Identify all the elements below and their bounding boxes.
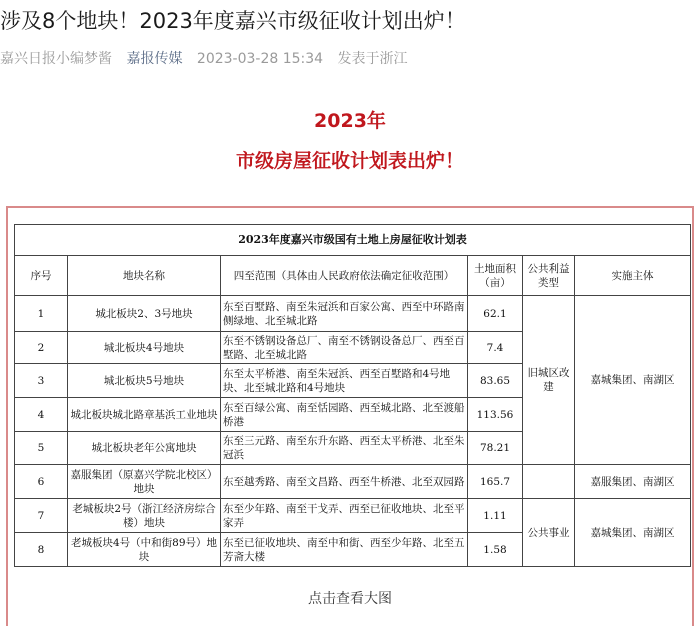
author-name[interactable]: 嘉兴日报小编梦酱 [0,51,112,67]
table-row [15,465,691,499]
row-seq: 5 [15,432,68,465]
banner-year: 2023年 [314,110,386,132]
table-row [15,296,691,332]
row-seq: 6 [15,465,68,499]
row-name: 城北板块5号地块 [68,364,221,398]
row-org: 嘉城集团、南湖区 [575,296,691,465]
row-area: 7.4 [468,332,523,364]
row-name: 城北板块4号地块 [68,332,221,364]
row-area: 83.65 [468,364,523,398]
row-area: 62.1 [468,296,523,332]
header-org: 实施主体 [575,256,691,296]
row-seq: 7 [15,499,68,533]
row-scope: 东至越秀路、南至文昌路、西至牛桥港、北至双园路 [221,465,468,499]
row-scope: 东至不锈钢设备总厂、南至不锈钢设备总厂、西至百墅路、北至城北路 [221,332,468,364]
source-link[interactable]: 嘉报传媒 [126,51,183,67]
row-area: 1.11 [468,499,523,533]
row-area: 113.56 [468,398,523,432]
banner-headline: 市级房屋征收计划表出炉！ [235,150,464,172]
article-meta [0,48,418,68]
row-name: 嘉服集团（原嘉兴学院北校区）地块 [68,465,221,499]
row-name: 老城板块2号（浙江经济房综合楼）地块 [68,499,221,533]
row-area: 78.21 [468,432,523,465]
table-title: 2023年度嘉兴市级国有土地上房屋征收计划表 [15,225,691,256]
row-area: 1.58 [468,533,523,567]
header-type: 公共利益类型 [523,256,575,296]
row-seq: 4 [15,398,68,432]
table-row [15,499,691,533]
view-large-image-link[interactable]: 点击查看大图 [308,591,392,607]
row-seq: 8 [15,533,68,567]
header-seq: 序号 [15,256,68,296]
row-name: 老城板块4号（中和街89号）地块 [68,533,221,567]
row-seq: 3 [15,364,68,398]
article-title: 涉及8个地块！2023年度嘉兴市级征收计划出炉！ [0,9,466,33]
publish-location: 发表于浙江 [337,51,408,67]
row-org: 嘉城集团、南湖区 [575,499,691,567]
row-scope: 东至三元路、南至东升东路、西至太平桥港、北至朱冠浜 [221,432,468,465]
publish-datetime: 2023-03-28 15:34 [196,51,324,67]
header-area: 土地面积（亩） [468,256,523,296]
row-type: 公共事业 [523,499,575,567]
row-type [523,465,575,499]
row-scope: 东至百墅路、南至朱冠浜和百家公寓、西至中环路南侧绿地、北至城北路 [221,296,468,332]
row-name: 城北板块城北路章基浜工业地块 [68,398,221,432]
row-name: 城北板块老年公寓地块 [68,432,221,465]
row-scope: 东至百绿公寓、南至恬园路、西至城北路、北至渡船桥港 [221,398,468,432]
row-scope: 东至太平桥港、南至朱冠浜、西至百墅路和4号地块、北至城北路和4号地块 [221,364,468,398]
row-name: 城北板块2、3号地块 [68,296,221,332]
row-seq: 1 [15,296,68,332]
row-seq: 2 [15,332,68,364]
header-name: 地块名称 [68,256,221,296]
row-area: 165.7 [468,465,523,499]
row-scope: 东至少年路、南至干戈弄、西至已征收地块、北至平家弄 [221,499,468,533]
row-org: 嘉服集团、南湖区 [575,465,691,499]
header-scope: 四至范围（具体由人民政府依法确定征收范围） [221,256,468,296]
row-scope: 东至已征收地块、南至中和街、西至少年路、北至五芳斋大楼 [221,533,468,567]
expropriation-plan-table[interactable] [14,224,691,567]
row-type: 旧城区改建 [523,296,575,465]
